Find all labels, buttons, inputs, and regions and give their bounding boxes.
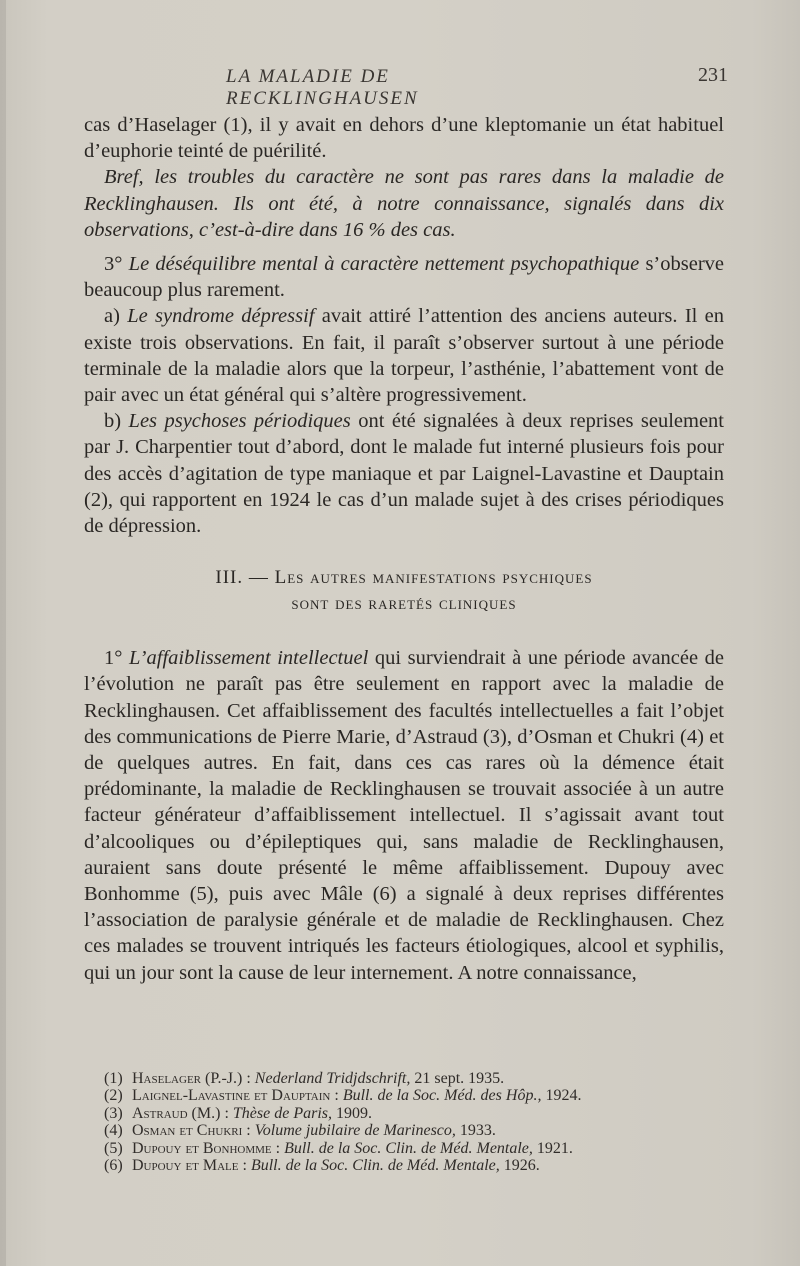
paragraph-rest: qui surviendrait à une période avancée de l’évolution ne paraît pas être seulement en rapport avec la maladie de Recklinghausen. Cet affaiblissement des facultés intellectuelles a fait l’objet des communications de Pierre Marie, d’Astraud (3), d’Osman et Chukri (4) et de quelques autres. En fait, dans ces cas rares où la démence était prédominante, la maladie de Recklinghausen se trouvait associée à un autre facteur générateur d’affaiblissement intellectuel. Il s’agissait avant tout d’alcooliques ou d’épileptiques qui, sans maladie de Recklinghausen, auraient sans doute présenté le même affaiblissement. Dupouy avec Bonhomme (5), puis avec Mâle (6) a signalé à deux reprises différentes l’association de paralysie générale et de maladie de Recklinghausen. Chez ces malades se trouvent intriqués les facteurs étiologiques, alcool et syphilis, qui un jour sont la cause de leur internement. A notre connaissance,: [84, 647, 725, 984]
footnote-3: [104, 1105, 744, 1122]
footnote-6: [104, 1157, 744, 1174]
footnote-date: 1924.: [541, 1087, 582, 1105]
footnote-author: Astraud (M.): [132, 1104, 221, 1122]
footnote-5: [104, 1140, 744, 1157]
footnote-number: (5): [104, 1139, 123, 1157]
footnote-separator: :: [242, 1070, 255, 1087]
footnote-separator: :: [220, 1104, 233, 1122]
footnote-author: Dupouy et Male: [132, 1157, 239, 1175]
footnote-number: (2): [104, 1087, 123, 1105]
footnote-number: (6): [104, 1157, 123, 1175]
footnote-number: (3): [104, 1104, 123, 1122]
footnote-number: (1): [104, 1070, 123, 1087]
footnote-author: Osman et Chukri: [132, 1122, 243, 1140]
paragraph-rest: avait attiré l’attention des anciens auteurs. Il en existe trois observations. En fait, il paraît s’observer surtout à une période terminale de la maladie alors que la torpeur, l’asthénie, l’abattement vont de pair avec un état général qui s’altère progressivement.: [84, 305, 724, 407]
running-title: LA MALADIE DE RECKLINGHAUSEN: [226, 66, 419, 109]
footnote-date: 1933.: [455, 1122, 496, 1140]
paragraph-italic-term: Le déséquilibre mental à caractère nettement psychopathique: [128, 253, 640, 276]
footnote-separator: :: [242, 1122, 255, 1140]
footnote-1: [104, 1070, 744, 1087]
footnote-title: Bull. de la Soc. Méd. des Hôp.,: [342, 1087, 542, 1105]
paragraph-summary: [84, 164, 724, 243]
footnote-separator: :: [238, 1157, 251, 1175]
paragraph-3-desequilibre: [84, 251, 724, 303]
footnote-author: Haselager (P.-J.): [132, 1070, 243, 1087]
footnote-title: Thèse de Paris,: [232, 1104, 333, 1122]
section-heading-line1: III. — Les autres manifestations psychiques: [215, 567, 593, 589]
section-heading: [84, 565, 724, 617]
footnotes: [104, 1070, 744, 1174]
footnote-date: 21 sept. 1935.: [410, 1070, 505, 1087]
paragraph-lead: b): [104, 410, 129, 433]
footnote-date: 1926.: [499, 1157, 540, 1175]
footnote-title: Bull. de la Soc. Clin. de Méd. Mentale,: [250, 1157, 500, 1175]
page-gutter-shadow: [0, 0, 6, 1266]
footnote-title: Bull. de la Soc. Clin. de Méd. Mentale,: [284, 1139, 533, 1157]
footnote-2: [104, 1087, 744, 1104]
page-number: 231: [698, 64, 728, 86]
footnote-separator: :: [330, 1087, 343, 1105]
paragraph-b-psychoses: [84, 408, 724, 539]
paragraph-continuation: cas d’Haselager (1), il y avait en dehors d’une kleptomanie un état habituel d’euphorie teinté de puérilité.: [84, 114, 724, 163]
paragraph-italic-term: L’affaiblissement intellectuel: [129, 647, 369, 670]
footnote-title: Volume jubilaire de Marinesco,: [254, 1122, 456, 1140]
section-heading-line2: sont des raretés cliniques: [291, 593, 517, 615]
paragraph-italic-term: Les psychoses périodiques: [128, 410, 351, 433]
footnote-author: Laignel-Lavastine et Dauptain: [132, 1087, 331, 1105]
paragraph-italic-term: Le syndrome dépressif: [127, 305, 315, 328]
paragraph-lead: a): [104, 305, 128, 328]
footnote-title: Nederland Tridjdschrift,: [254, 1070, 411, 1087]
paragraph-1-affaiblissement: [84, 645, 724, 986]
paragraph-lead: 1°: [104, 647, 130, 670]
footnote-separator: :: [271, 1139, 285, 1157]
footnote-4: [104, 1122, 744, 1139]
footnote-number: (4): [104, 1122, 123, 1140]
paragraph-a-depressif: [84, 303, 724, 408]
main-text: [84, 112, 724, 986]
footnote-author: Dupouy et Bonhomme: [132, 1139, 272, 1157]
footnote-date: 1921.: [532, 1139, 573, 1157]
paragraph-rest: ont été signalées à deux reprises seulement par J. Charpentier tout d’abord, dont le malade fut interné plusieurs fois pour des accès d’agitation de type maniaque et par Laignel-Lavastine et Dauptain (2), qui rapportent en 1924 le cas d’un malade sujet à des crises périodiques de dépression.: [84, 410, 725, 538]
footnote-date: 1909.: [332, 1104, 373, 1122]
paragraph-rest: s’observe beaucoup plus rarement.: [84, 253, 725, 302]
paragraph-lead: 3°: [104, 253, 129, 276]
summary-italic: Bref, les troubles du caractère ne sont pas rares dans la maladie de Recklinghausen. Ils ont été, à notre connaissance, signalés dans dix observations, c’est-à-dire dans 16 % des cas.: [84, 166, 724, 241]
